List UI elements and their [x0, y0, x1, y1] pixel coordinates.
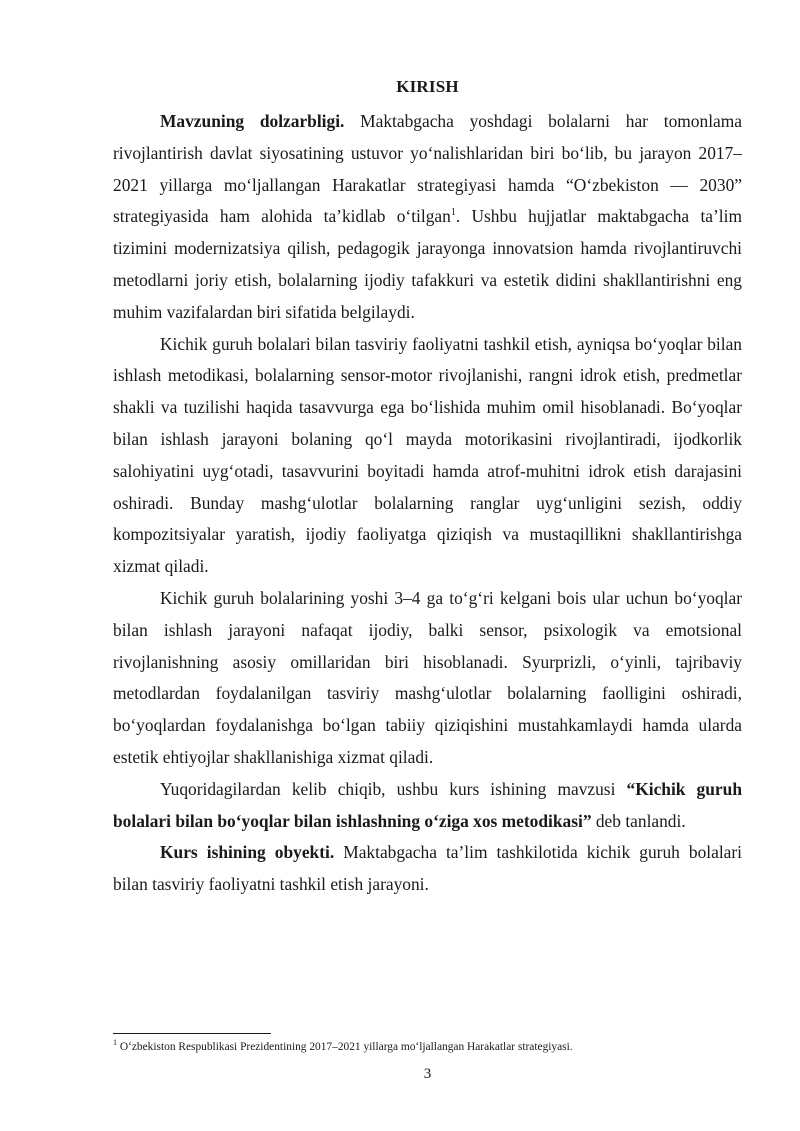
footnote-reference[interactable]: 1 [450, 207, 456, 219]
paragraph-text: . Ushbu hujjatlar maktabgacha ta’lim tizimini modernizatsiya qilish, pedagogik jarayonga innovatsion hamda rivojlantiruvchi metodlarni joriy etish, bolalarning ijodiy tafakkuri va estetik didini shakllantirishni eng muhim vazifalardan biri sifatida belgilaydi. [113, 206, 742, 322]
footnote-marker: 1 [113, 1038, 117, 1048]
paragraph-text: Maktabgacha ta’lim tashkilotida kichik guruh bolalari bilan tasviriy faoliyatni tashkil etish jarayoni. [113, 842, 742, 895]
page-number: 3 [423, 1066, 432, 1082]
course-topic-title: “Kichik guruh bolalari bilan bo‘yoqlar bilan ishlashning o‘ziga xos metodikasi” [113, 778, 742, 831]
paragraph-text: deb tanlandi. [591, 810, 686, 831]
footnote-separator [113, 1033, 271, 1034]
footnote-text: O‘zbekiston Respublikasi Prezidentining 2017–2021 yillarga mo‘ljallangan Harakatlar strategiyasi. [117, 1041, 573, 1053]
paragraph-text: Maktabgacha yoshdagi bolalarni har tomonlama rivojlantirish davlat siyosatining ustuvor yo‘nalishlaridan biri bo‘lib, bu jarayon 2017–2021 yillarga mo‘ljallangan Harakatlar strategiyasi hamda “O‘zbekiston — 2030” strategiyasida ham alohida ta’kidlab o‘tilgan [113, 111, 742, 227]
footnote [113, 1039, 742, 1055]
paragraph-age-group: Kichik guruh bolalarining yoshi 3–4 ga to‘g‘ri kelgani bois ular uchun bo‘yoqlar bilan ishlash jarayoni nafaqat ijodiy, balki sensor, psixologik va emotsional rivojlanishning asosiy omillaridan biri hisoblanadi. Syurprizli, o‘yinli, tajribaviy metodlardan foydalanilgan tasviriy mashg‘ulotlar bolalarning faolligini oshiradi, bo‘yoqlardan foydalanishga bo‘lgan tabiiy qiziqishini mustahkamlaydi hamda ularda estetik ehtiyojlar shakllanishiga xizmat qiladi. [113, 587, 742, 767]
section-heading: KIRISH [396, 77, 459, 96]
paragraph-lead-relevance: Mavzuning dolzarbligi. [160, 111, 345, 131]
paragraph-painting-methods: Kichik guruh bolalari bilan tasviriy faoliyatni tashkil etish, ayniqsa bo‘yoqlar bilan ishlash metodikasi, bolalarning sensor-motor rivojlanishi, rangni idrok etish, predmetlar shakli va tuzilishi haqida tasavvurga ega bo‘lishida muhim omil hisoblanadi. Bo‘yoqlar bilan ishlash jarayoni bolaning qo‘l mayda motorikasini rivojlantiradi, ijodkorlik salohiyatini uyg‘otadi, tasavvurini boyitadi hamda atrof-muhitni idrok etish darajasini oshiradi. Bunday mashg‘ulotlar bolalarning ranglar uyg‘unligini sezish, oddiy kompozitsiyalar yaratish, ijodiy faoliyatga qiziqish va mustaqillikni shakllantirishga xizmat qiladi. [113, 333, 742, 577]
paragraph-lead-object: Kurs ishining obyekti. [160, 842, 335, 863]
paragraph-topic [113, 774, 742, 838]
body-text [113, 106, 742, 901]
paragraph-text: Yuqoridagilardan kelib chiqib, ushbu kurs ishining mavzusi [160, 778, 627, 799]
paragraph-object [113, 837, 742, 901]
paragraph-relevance [113, 106, 742, 329]
